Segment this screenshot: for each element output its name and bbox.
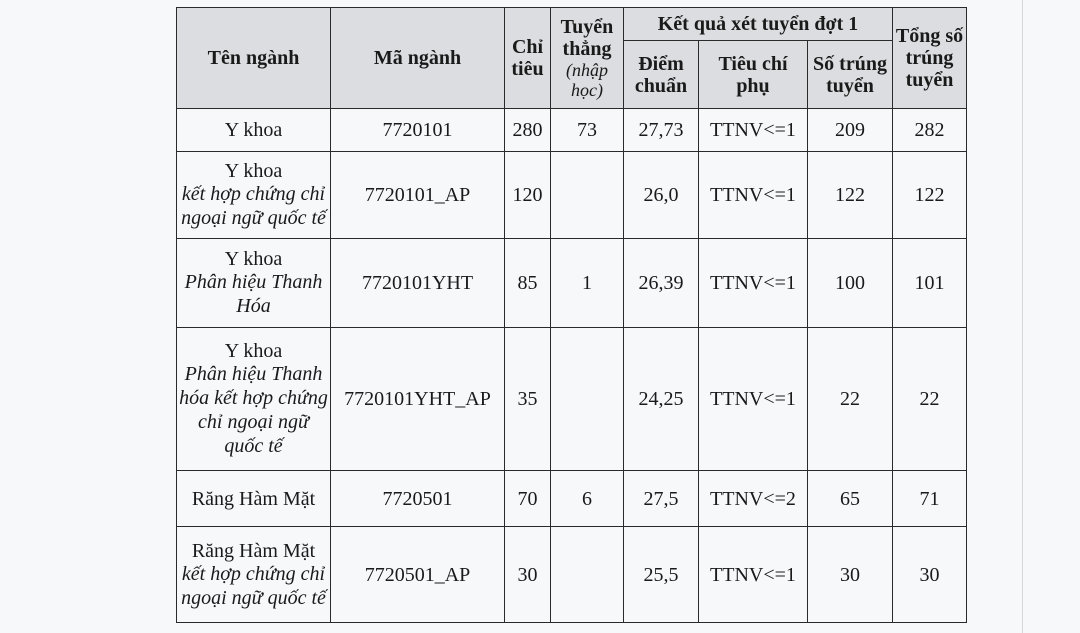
program-name-cell — [177, 239, 331, 328]
header-program-name: Tên ngành — [177, 8, 331, 109]
header-direct-admission — [551, 8, 624, 109]
program-name: Răng Hàm Mặt — [191, 539, 316, 562]
header-total-admitted: Tổng số trúng tuyển — [893, 8, 967, 109]
program-name: Y khoa — [224, 160, 283, 182]
admitted-count-cell: 209 — [808, 109, 893, 152]
program-name-subtitle: Phân hiệu Thanh hóa kết hợp chứng chỉ ngoại ngữ quốc tế — [179, 363, 328, 457]
program-name-cell — [177, 328, 331, 471]
secondary-criterion-cell: TTNV<=1 — [699, 109, 808, 152]
header-direct-admission-label: Tuyển thẳng — [560, 16, 614, 60]
program-name: Y khoa — [224, 119, 283, 141]
header-quota: Chỉ tiêu — [505, 8, 551, 109]
table-row — [177, 328, 967, 471]
table-row — [177, 152, 967, 239]
cutoff-score-cell: 24,25 — [624, 328, 699, 471]
quota-cell: 30 — [505, 527, 551, 623]
program-code-cell: 7720101YHT — [331, 239, 505, 328]
direct-admission-cell: 6 — [551, 471, 624, 527]
total-admitted-cell: 71 — [893, 471, 967, 527]
total-admitted-cell: 101 — [893, 239, 967, 328]
header-round1-group: Kết quả xét tuyển đợt 1 — [624, 8, 893, 41]
program-name-cell — [177, 109, 331, 152]
header-direct-admission-note: (nhập học) — [566, 60, 608, 100]
program-name-subtitle: kết hợp chứng chỉ ngoại ngữ quốc tế — [181, 183, 326, 229]
direct-admission-cell — [551, 152, 624, 239]
program-name-cell — [177, 152, 331, 239]
table-row — [177, 527, 967, 623]
program-name: Y khoa — [224, 340, 283, 362]
admitted-count-cell: 100 — [808, 239, 893, 328]
quota-cell: 280 — [505, 109, 551, 152]
secondary-criterion-cell: TTNV<=1 — [699, 152, 808, 239]
page-edge-line — [1022, 0, 1023, 633]
header-cutoff-score: Điểm chuẩn — [624, 41, 699, 109]
program-name: Y khoa — [224, 248, 283, 270]
program-code-cell: 7720101_AP — [331, 152, 505, 239]
cutoff-score-cell: 25,5 — [624, 527, 699, 623]
program-name: Răng Hàm Mặt — [191, 487, 316, 510]
program-name-cell — [177, 527, 331, 623]
direct-admission-cell: 73 — [551, 109, 624, 152]
table-row — [177, 239, 967, 328]
admitted-count-cell: 22 — [808, 328, 893, 471]
program-name-cell — [177, 471, 331, 527]
total-admitted-cell: 122 — [893, 152, 967, 239]
header-row-top — [177, 8, 967, 41]
admitted-count-cell: 65 — [808, 471, 893, 527]
header-admitted-count: Số trúng tuyển — [808, 41, 893, 109]
cutoff-score-cell: 27,73 — [624, 109, 699, 152]
program-code-cell: 7720501_AP — [331, 527, 505, 623]
program-name-subtitle: kết hợp chứng chỉ ngoại ngữ quốc tế — [181, 562, 326, 609]
quota-cell: 85 — [505, 239, 551, 328]
secondary-criterion-cell: TTNV<=1 — [699, 527, 808, 623]
direct-admission-cell — [551, 527, 624, 623]
cutoff-score-cell: 27,5 — [624, 471, 699, 527]
admissions-table — [176, 7, 967, 623]
program-code-cell: 7720101YHT_AP — [331, 328, 505, 471]
total-admitted-cell: 282 — [893, 109, 967, 152]
program-name-subtitle: Phân hiệu Thanh Hóa — [184, 271, 323, 317]
total-admitted-cell: 30 — [893, 527, 967, 623]
secondary-criterion-cell: TTNV<=1 — [699, 328, 808, 471]
header-program-code: Mã ngành — [331, 8, 505, 109]
secondary-criterion-cell: TTNV<=2 — [699, 471, 808, 527]
program-code-cell: 7720501 — [331, 471, 505, 527]
admitted-count-cell: 30 — [808, 527, 893, 623]
quota-cell: 35 — [505, 328, 551, 471]
table-row — [177, 109, 967, 152]
quota-cell: 70 — [505, 471, 551, 527]
cutoff-score-cell: 26,39 — [624, 239, 699, 328]
secondary-criterion-cell: TTNV<=1 — [699, 239, 808, 328]
total-admitted-cell: 22 — [893, 328, 967, 471]
quota-cell: 120 — [505, 152, 551, 239]
header-secondary-criterion: Tiêu chí phụ — [699, 41, 808, 109]
table-row — [177, 471, 967, 527]
cutoff-score-cell: 26,0 — [624, 152, 699, 239]
direct-admission-cell — [551, 328, 624, 471]
direct-admission-cell: 1 — [551, 239, 624, 328]
program-code-cell: 7720101 — [331, 109, 505, 152]
admitted-count-cell: 122 — [808, 152, 893, 239]
